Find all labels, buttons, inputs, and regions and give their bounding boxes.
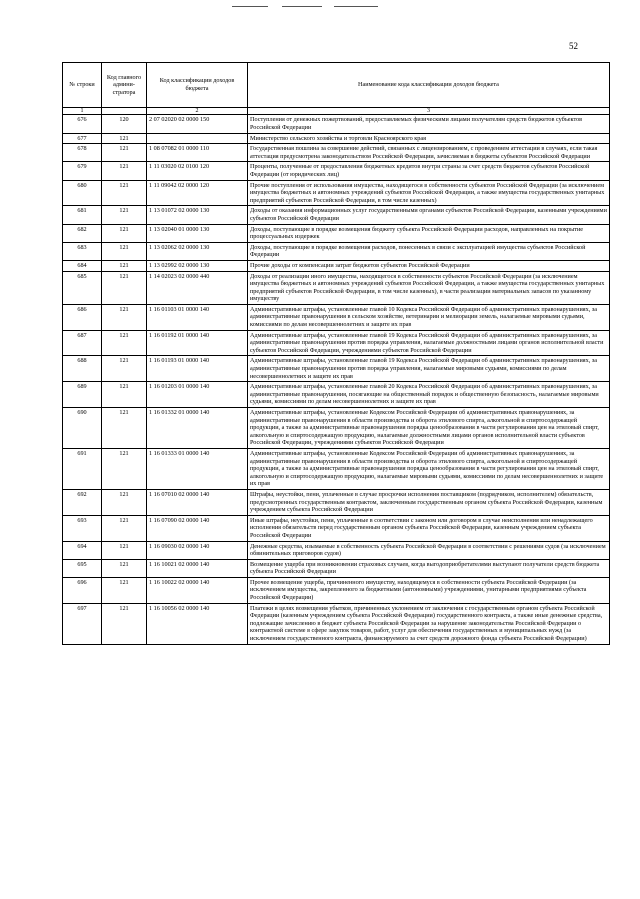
table-row — [63, 242, 610, 260]
classification-name: Иные штрафы, неустойки, пени, уплаченные в соответствии с законом или договором в случае неисполнения или ненадлежащего исполнения обязательств перед государственным органом субъекта Российской Федерации, казенным учреждением субъекта Российской Федерации — [248, 515, 610, 541]
row-number: 676 — [63, 115, 102, 133]
classification-code: 1 16 09030 02 0000 140 — [147, 541, 248, 559]
classification-name: Административные штрафы, установленные главой 19 Кодекса Российской Федерации об административных правонарушениях, за административные правонарушения против порядка управления, налагаемые мировыми судьями, комиссиями по делам несовершеннолетних и защите их прав — [248, 356, 610, 382]
admin-code: 121 — [102, 180, 147, 206]
column-index-row — [63, 108, 610, 115]
classification-code: 1 16 01193 01 0000 140 — [147, 356, 248, 382]
classification-name: Административные штрафы, установленные Кодексом Российской Федерации об административных правонарушениях, за административные правонарушения в области производства и оборота этилового спирта, алкогольной и спиртосодержащей продукции, а также за административные правонарушения порядка ценообразования в части регулирования цен на этиловый спирт, алкогольную и спиртосодержащую продукцию, налагаемые должностными лицами органов исполнительной власти субъектов Российской Федерации, учреждениями субъектов Российской Федерации — [248, 408, 610, 449]
admin-code: 121 — [102, 603, 147, 644]
table-row — [63, 115, 610, 133]
budget-income-codes-table — [62, 62, 610, 645]
scan-top-line — [334, 6, 378, 7]
column-index: 3 — [248, 108, 610, 115]
classification-code: 1 16 01203 01 0000 140 — [147, 382, 248, 408]
classification-name: Прочие доходы от компенсации затрат бюджетов субъектов Российской Федерации — [248, 260, 610, 271]
row-number: 691 — [63, 448, 102, 489]
table-row — [63, 408, 610, 449]
classification-code: 1 08 07082 01 0000 110 — [147, 144, 248, 162]
page-number: 52 — [569, 41, 578, 51]
row-number: 683 — [63, 242, 102, 260]
table-row — [63, 260, 610, 271]
header-classification-code: Код классификации доходов бюджета — [147, 63, 248, 108]
classification-name: Министерство сельского хозяйства и торговли Красноярского края — [248, 133, 610, 144]
classification-code: 1 16 01103 01 0000 140 — [147, 304, 248, 330]
admin-code: 121 — [102, 242, 147, 260]
row-number: 680 — [63, 180, 102, 206]
classification-name: Административные штрафы, установленные главой 10 Кодекса Российской Федерации об административных правонарушениях, за административные правонарушения в сельском хозяйстве, ветеринарии и мелиорации земель, налагаемые мировыми судьями, комиссиями по делам несовершеннолетних и защите их прав — [248, 304, 610, 330]
admin-code: 121 — [102, 489, 147, 515]
classification-name: Административные штрафы, установленные главой 20 Кодекса Российской Федерации об административных правонарушениях, за административные правонарушения, посягающие на общественный порядок и общественную безопасность, налагаемые мировыми судьями, комиссиями по делам несовершеннолетних и защите их прав — [248, 382, 610, 408]
classification-code: 1 14 02023 02 0000 440 — [147, 271, 248, 304]
classification-name: Возмещение ущерба при возникновении страховых случаев, когда выгодоприобретателями выступают получатели средств бюджета субъекта Российской Федерации — [248, 559, 610, 577]
table-header-row — [63, 63, 610, 108]
classification-code: 1 13 02040 01 0000 130 — [147, 224, 248, 242]
row-number: 690 — [63, 408, 102, 449]
classification-name: Прочее возмещение ущерба, причиненного имуществу, находящемуся в собственности субъекта Российской Федерации (за исключением имущества, закрепленного за бюджетными (автономными) учреждениями, унитарными предприятиями субъекта Российской Федерации) — [248, 577, 610, 603]
admin-code: 121 — [102, 206, 147, 224]
classification-name: Денежные средства, изымаемые в собственность субъекта Российской Федерации в соответствии с решениями судов (за исключением обвинительных приговоров судов) — [248, 541, 610, 559]
classification-name: Административные штрафы, установленные главой 19 Кодекса Российской Федерации об административных правонарушениях, за административные правонарушения против порядка управления, налагаемые должностными лицами органов исполнительной власти субъектов Российской Федерации, учреждениями субъектов Российской Федерации — [248, 330, 610, 356]
table-row — [63, 271, 610, 304]
admin-code: 121 — [102, 133, 147, 144]
row-number: 687 — [63, 330, 102, 356]
table-row — [63, 577, 610, 603]
classification-code: 1 13 02992 02 0000 130 — [147, 260, 248, 271]
classification-name: Платежи в целях возмещения убытков, причиненных уклонением от заключения с государственным органом субъекта Российской Федерации (казенным учреждением субъекта Российской Федерации) государственного контракта, а также иные денежные средства, подлежащие зачислению в бюджет субъекта Российской Федерации за нарушение законодательства Российской Федерации о контрактной системе в сфере закупок товаров, работ, услуг для обеспечения государственных и муниципальных нужд (за исключением государственного контракта, финансируемого за счет средств дорожного фонда субъекта Российской Федерации) — [248, 603, 610, 644]
row-number: 677 — [63, 133, 102, 144]
table-row — [63, 133, 610, 144]
row-number: 693 — [63, 515, 102, 541]
row-number: 692 — [63, 489, 102, 515]
row-number: 694 — [63, 541, 102, 559]
table-row — [63, 144, 610, 162]
admin-code: 121 — [102, 271, 147, 304]
classification-name: Проценты, полученные от предоставления бюджетных кредитов внутри страны за счет средств бюджетов субъектов Российской Федерации (от юридических лиц) — [248, 162, 610, 180]
admin-code: 121 — [102, 577, 147, 603]
row-number: 688 — [63, 356, 102, 382]
row-number: 678 — [63, 144, 102, 162]
classification-code: 2 07 02020 02 0000 150 — [147, 115, 248, 133]
classification-code: 1 16 01333 01 0000 140 — [147, 448, 248, 489]
classification-code: 1 16 10022 02 0000 140 — [147, 577, 248, 603]
row-number: 695 — [63, 559, 102, 577]
table-body — [63, 115, 610, 644]
admin-code: 121 — [102, 515, 147, 541]
classification-name: Доходы, поступающие в порядке возмещения расходов, понесенных в связи с эксплуатацией имущества субъектов Российской Федерации — [248, 242, 610, 260]
table-row — [63, 489, 610, 515]
header-classification-name: Наименование кода классификации доходов бюджета — [248, 63, 610, 108]
table-row — [63, 180, 610, 206]
row-number: 685 — [63, 271, 102, 304]
classification-code: 1 16 01192 01 0000 140 — [147, 330, 248, 356]
column-index: 1 — [63, 108, 102, 115]
row-number: 684 — [63, 260, 102, 271]
classification-name: Штрафы, неустойки, пени, уплаченные в случае просрочки исполнения поставщиком (подрядчиком, исполнителем) обязательств, предусмотренных государственным контрактом, заключенным государственным органом субъекта Российской Федерации, казенным учреждением субъекта Российской Федерации — [248, 489, 610, 515]
admin-code: 121 — [102, 260, 147, 271]
table-row — [63, 603, 610, 644]
admin-code: 121 — [102, 304, 147, 330]
table-row — [63, 162, 610, 180]
table-row — [63, 515, 610, 541]
classification-code: 1 16 10021 02 0000 140 — [147, 559, 248, 577]
classification-code — [147, 133, 248, 144]
row-number: 686 — [63, 304, 102, 330]
classification-code: 1 16 10056 02 0000 140 — [147, 603, 248, 644]
admin-code: 121 — [102, 224, 147, 242]
admin-code: 121 — [102, 356, 147, 382]
classification-name: Административные штрафы, установленные Кодексом Российской Федерации об административных правонарушениях, за административные правонарушения в области производства и оборота этилового спирта, алкогольной и спиртосодержащей продукции, а также за административные правонарушения порядка ценообразования в части регулирования цен на этиловый спирт, алкогольную и спиртосодержащую продукцию, налагаемые мировыми судьями, комиссиями по делам несовершеннолетних и защите их прав — [248, 448, 610, 489]
table-row — [63, 224, 610, 242]
classification-name: Доходы от оказания информационных услуг государственными органами субъектов Российской Федерации, казенными учреждениями субъектов Российской Федерации — [248, 206, 610, 224]
column-index — [102, 108, 147, 115]
table-row — [63, 330, 610, 356]
table-row — [63, 304, 610, 330]
classification-name: Доходы, поступающие в порядке возмещения бюджету субъекта Российской Федерации расходов, направленных на покрытие процессуальных издержек — [248, 224, 610, 242]
admin-code: 121 — [102, 541, 147, 559]
table-row — [63, 541, 610, 559]
classification-code: 1 13 02062 02 0000 130 — [147, 242, 248, 260]
classification-name: Доходы от реализации иного имущества, находящегося в собственности субъектов Российской Федерации (за исключением имущества бюджетных и автономных учреждений субъектов Российской Федерации, а также имущества государственных унитарных предприятий субъектов Российской Федерации, в том числе казенных), в части реализации материальных запасов по указанному имуществу — [248, 271, 610, 304]
admin-code: 120 — [102, 115, 147, 133]
classification-code: 1 13 01072 02 0000 130 — [147, 206, 248, 224]
classification-code: 1 16 07010 02 0000 140 — [147, 489, 248, 515]
table-row — [63, 448, 610, 489]
column-index: 2 — [147, 108, 248, 115]
admin-code: 121 — [102, 382, 147, 408]
row-number: 689 — [63, 382, 102, 408]
admin-code: 121 — [102, 162, 147, 180]
table-row — [63, 356, 610, 382]
classification-name: Прочие поступления от использования имущества, находящегося в собственности субъектов Российской Федерации (за исключением имущества бюджетных и автономных учреждений субъектов Российской Федерации, а также имущества государственных унитарных предприятий субъектов Российской Федерации, в том числе казенных) — [248, 180, 610, 206]
scan-top-line — [232, 6, 268, 7]
header-row-number: № строки — [63, 63, 102, 108]
classification-code: 1 16 01332 01 0000 140 — [147, 408, 248, 449]
row-number: 682 — [63, 224, 102, 242]
admin-code: 121 — [102, 408, 147, 449]
table-row — [63, 559, 610, 577]
classification-code: 1 11 03020 02 0100 120 — [147, 162, 248, 180]
classification-code: 1 11 09042 02 0000 120 — [147, 180, 248, 206]
admin-code: 121 — [102, 559, 147, 577]
row-number: 697 — [63, 603, 102, 644]
admin-code: 121 — [102, 144, 147, 162]
admin-code: 121 — [102, 448, 147, 489]
classification-name: Государственная пошлина за совершение действий, связанных с лицензированием, с проведением аттестации в случаях, если такая аттестация предусмотрена законодательством Российской Федерации, зачисляемая в бюджеты субъектов Российской Федерации — [248, 144, 610, 162]
classification-code: 1 16 07090 02 0000 140 — [147, 515, 248, 541]
classification-name: Поступления от денежных пожертвований, предоставляемых физическими лицами получателям средств бюджетов субъектов Российской Федерации — [248, 115, 610, 133]
row-number: 681 — [63, 206, 102, 224]
admin-code: 121 — [102, 330, 147, 356]
header-admin-code: Код главного админи- стратора — [102, 63, 147, 108]
scan-top-line — [282, 6, 322, 7]
row-number: 696 — [63, 577, 102, 603]
row-number: 679 — [63, 162, 102, 180]
table-row — [63, 382, 610, 408]
table-row — [63, 206, 610, 224]
